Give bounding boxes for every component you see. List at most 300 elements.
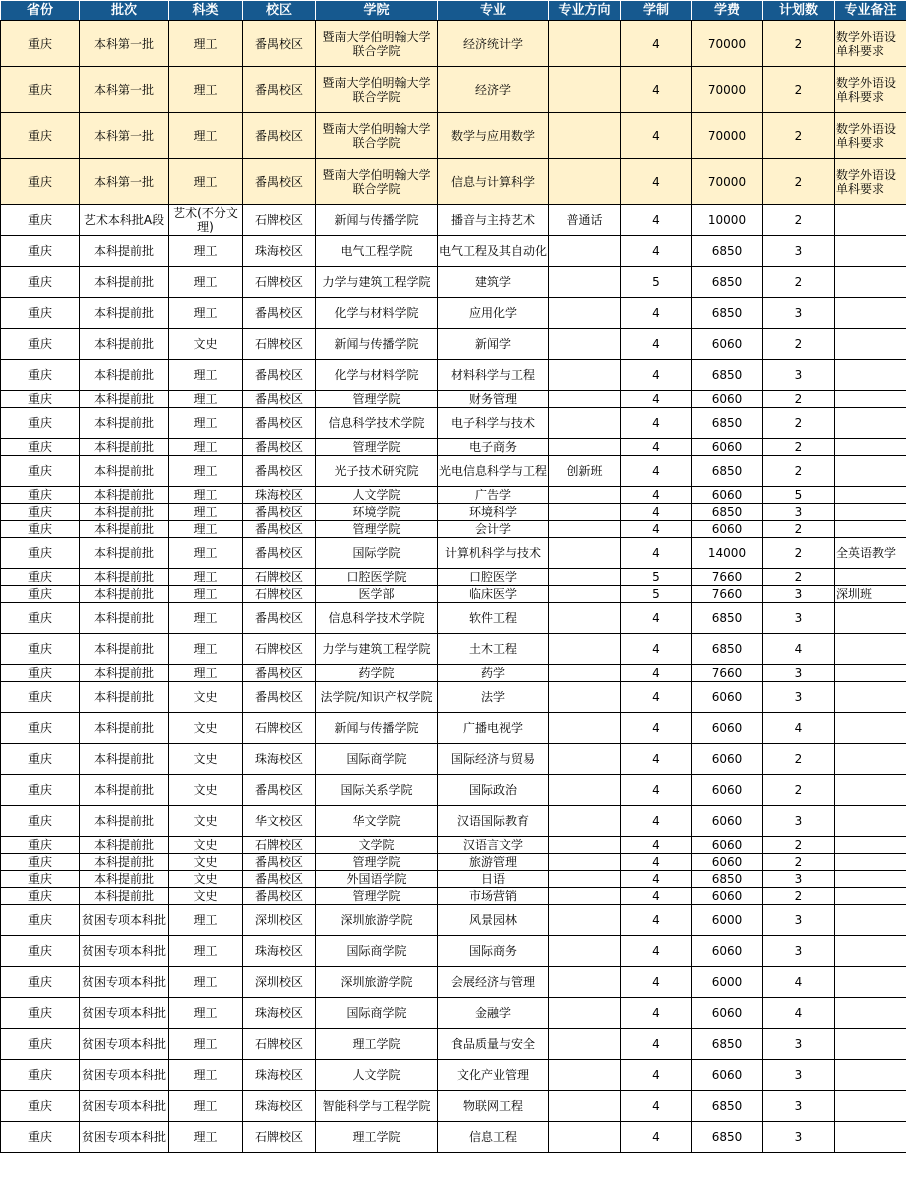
- cell-college: 管理学院: [316, 391, 438, 408]
- col-header-category[interactable]: 科类: [169, 1, 243, 21]
- cell-direction: [549, 487, 621, 504]
- cell-batch: 本科第一批: [80, 67, 169, 113]
- cell-quota: 2: [763, 391, 835, 408]
- table-row[interactable]: [1, 113, 906, 159]
- cell-tuition: 6060: [692, 487, 763, 504]
- col-header-major[interactable]: 专业: [438, 1, 549, 21]
- table-row[interactable]: [1, 905, 906, 936]
- table-row[interactable]: [1, 1060, 906, 1091]
- cell-category: 理工: [169, 1060, 243, 1091]
- cell-batch: 本科提前批: [80, 487, 169, 504]
- table-row[interactable]: [1, 67, 906, 113]
- table-row[interactable]: [1, 391, 906, 408]
- cell-province: 重庆: [1, 775, 80, 806]
- cell-duration: 4: [621, 905, 692, 936]
- cell-quota: 4: [763, 634, 835, 665]
- cell-category: 文史: [169, 682, 243, 713]
- cell-batch: 本科提前批: [80, 871, 169, 888]
- cell-batch: 贫困专项本科批: [80, 1029, 169, 1060]
- table-row[interactable]: [1, 634, 906, 665]
- cell-category: 理工: [169, 603, 243, 634]
- cell-remark: [835, 837, 906, 854]
- cell-quota: 2: [763, 329, 835, 360]
- cell-category: 理工: [169, 439, 243, 456]
- cell-duration: 4: [621, 1091, 692, 1122]
- cell-college: 管理学院: [316, 888, 438, 905]
- cell-campus: 番禺校区: [243, 439, 316, 456]
- cell-remark: 数学外语设单科要求: [835, 159, 906, 205]
- table-row[interactable]: [1, 205, 906, 236]
- table-row[interactable]: [1, 936, 906, 967]
- table-row[interactable]: [1, 837, 906, 854]
- cell-college: 华文学院: [316, 806, 438, 837]
- table-row[interactable]: [1, 603, 906, 634]
- cell-category: 理工: [169, 391, 243, 408]
- cell-remark: [835, 391, 906, 408]
- cell-direction: [549, 1122, 621, 1153]
- cell-tuition: 6060: [692, 998, 763, 1029]
- cell-college: 国际商学院: [316, 998, 438, 1029]
- cell-campus: 珠海校区: [243, 744, 316, 775]
- cell-remark: [835, 871, 906, 888]
- table-row[interactable]: [1, 586, 906, 603]
- cell-major: 材料科学与工程: [438, 360, 549, 391]
- cell-remark: [835, 603, 906, 634]
- cell-province: 重庆: [1, 1029, 80, 1060]
- cell-major: 口腔医学: [438, 569, 549, 586]
- cell-duration: 4: [621, 439, 692, 456]
- cell-major: 临床医学: [438, 586, 549, 603]
- cell-tuition: 6850: [692, 1091, 763, 1122]
- cell-duration: 4: [621, 998, 692, 1029]
- table-row[interactable]: [1, 236, 906, 267]
- cell-quota: 3: [763, 504, 835, 521]
- cell-major: 汉语言文学: [438, 837, 549, 854]
- cell-major: 电子商务: [438, 439, 549, 456]
- cell-duration: 4: [621, 113, 692, 159]
- cell-duration: 5: [621, 569, 692, 586]
- cell-category: 理工: [169, 538, 243, 569]
- cell-college: 医学部: [316, 586, 438, 603]
- cell-province: 重庆: [1, 205, 80, 236]
- cell-duration: 4: [621, 775, 692, 806]
- cell-direction: [549, 113, 621, 159]
- cell-tuition: 6060: [692, 391, 763, 408]
- cell-province: 重庆: [1, 569, 80, 586]
- cell-tuition: 70000: [692, 67, 763, 113]
- cell-batch: 本科提前批: [80, 329, 169, 360]
- cell-college: 理工学院: [316, 1029, 438, 1060]
- col-header-province[interactable]: 省份: [1, 1, 80, 21]
- cell-duration: 4: [621, 391, 692, 408]
- cell-tuition: 6060: [692, 837, 763, 854]
- cell-quota: 3: [763, 871, 835, 888]
- cell-category: 理工: [169, 360, 243, 391]
- cell-college: 深圳旅游学院: [316, 905, 438, 936]
- cell-batch: 本科第一批: [80, 159, 169, 205]
- cell-province: 重庆: [1, 236, 80, 267]
- cell-duration: 4: [621, 603, 692, 634]
- cell-direction: [549, 439, 621, 456]
- cell-college: 力学与建筑工程学院: [316, 267, 438, 298]
- cell-province: 重庆: [1, 1091, 80, 1122]
- table-row[interactable]: [1, 1029, 906, 1060]
- cell-quota: 3: [763, 905, 835, 936]
- cell-duration: 4: [621, 329, 692, 360]
- table-row[interactable]: [1, 806, 906, 837]
- table-row[interactable]: [1, 682, 906, 713]
- cell-tuition: 70000: [692, 21, 763, 67]
- cell-category: 理工: [169, 665, 243, 682]
- cell-province: 重庆: [1, 998, 80, 1029]
- cell-college: 国际关系学院: [316, 775, 438, 806]
- cell-remark: 数学外语设单科要求: [835, 21, 906, 67]
- cell-remark: 深圳班: [835, 586, 906, 603]
- table-row[interactable]: [1, 408, 906, 439]
- cell-remark: [835, 1060, 906, 1091]
- cell-campus: 石牌校区: [243, 1029, 316, 1060]
- cell-direction: [549, 854, 621, 871]
- cell-province: 重庆: [1, 586, 80, 603]
- cell-campus: 番禺校区: [243, 854, 316, 871]
- cell-batch: 本科提前批: [80, 682, 169, 713]
- cell-direction: [549, 21, 621, 67]
- table-row[interactable]: [1, 439, 906, 456]
- cell-quota: 2: [763, 67, 835, 113]
- cell-college: 国际学院: [316, 538, 438, 569]
- cell-tuition: 6060: [692, 521, 763, 538]
- table-row[interactable]: [1, 538, 906, 569]
- table-row[interactable]: [1, 1091, 906, 1122]
- cell-campus: 珠海校区: [243, 1060, 316, 1091]
- cell-major: 计算机科学与技术: [438, 538, 549, 569]
- cell-category: 理工: [169, 113, 243, 159]
- cell-major: 软件工程: [438, 603, 549, 634]
- cell-province: 重庆: [1, 1122, 80, 1153]
- cell-province: 重庆: [1, 806, 80, 837]
- cell-province: 重庆: [1, 456, 80, 487]
- cell-college: 化学与材料学院: [316, 360, 438, 391]
- cell-direction: [549, 634, 621, 665]
- cell-category: 理工: [169, 67, 243, 113]
- cell-college: 人文学院: [316, 1060, 438, 1091]
- cell-category: 理工: [169, 967, 243, 998]
- cell-direction: [549, 888, 621, 905]
- cell-province: 重庆: [1, 67, 80, 113]
- cell-quota: 3: [763, 682, 835, 713]
- table-row[interactable]: [1, 360, 906, 391]
- cell-duration: 4: [621, 634, 692, 665]
- cell-quota: 3: [763, 936, 835, 967]
- cell-category: 文史: [169, 854, 243, 871]
- cell-quota: 2: [763, 888, 835, 905]
- cell-major: 光电信息科学与工程: [438, 456, 549, 487]
- cell-tuition: 6000: [692, 967, 763, 998]
- col-header-quota[interactable]: 计划数: [763, 1, 835, 21]
- cell-province: 重庆: [1, 159, 80, 205]
- cell-batch: 本科提前批: [80, 586, 169, 603]
- cell-direction: [549, 298, 621, 329]
- cell-remark: [835, 1029, 906, 1060]
- cell-major: 财务管理: [438, 391, 549, 408]
- cell-province: 重庆: [1, 936, 80, 967]
- cell-remark: [835, 329, 906, 360]
- table-row[interactable]: [1, 329, 906, 360]
- cell-campus: 石牌校区: [243, 586, 316, 603]
- table-row[interactable]: [1, 744, 906, 775]
- cell-direction: [549, 744, 621, 775]
- cell-direction: 普通话: [549, 205, 621, 236]
- cell-duration: 4: [621, 936, 692, 967]
- cell-campus: 番禺校区: [243, 360, 316, 391]
- cell-province: 重庆: [1, 439, 80, 456]
- cell-quota: 3: [763, 586, 835, 603]
- table-row[interactable]: [1, 504, 906, 521]
- cell-batch: 本科提前批: [80, 837, 169, 854]
- table-row[interactable]: [1, 713, 906, 744]
- cell-quota: 3: [763, 1122, 835, 1153]
- cell-remark: [835, 408, 906, 439]
- cell-college: 外国语学院: [316, 871, 438, 888]
- cell-batch: 艺术本科批A段: [80, 205, 169, 236]
- table-body: [1, 21, 906, 1153]
- cell-direction: [549, 1091, 621, 1122]
- col-header-campus[interactable]: 校区: [243, 1, 316, 21]
- cell-quota: 2: [763, 408, 835, 439]
- cell-duration: 4: [621, 205, 692, 236]
- table-row[interactable]: [1, 267, 906, 298]
- cell-category: 理工: [169, 634, 243, 665]
- cell-major: 土木工程: [438, 634, 549, 665]
- cell-direction: [549, 569, 621, 586]
- table-row[interactable]: [1, 871, 906, 888]
- cell-direction: [549, 159, 621, 205]
- cell-batch: 贫困专项本科批: [80, 936, 169, 967]
- cell-batch: 本科提前批: [80, 391, 169, 408]
- cell-direction: [549, 360, 621, 391]
- cell-direction: [549, 603, 621, 634]
- cell-major: 经济学: [438, 67, 549, 113]
- cell-province: 重庆: [1, 603, 80, 634]
- cell-quota: 3: [763, 603, 835, 634]
- cell-major: 金融学: [438, 998, 549, 1029]
- cell-college: 暨南大学伯明翰大学联合学院: [316, 67, 438, 113]
- cell-tuition: 70000: [692, 159, 763, 205]
- cell-category: 理工: [169, 298, 243, 329]
- cell-quota: 4: [763, 998, 835, 1029]
- cell-college: 管理学院: [316, 521, 438, 538]
- cell-duration: 4: [621, 159, 692, 205]
- cell-quota: 3: [763, 236, 835, 267]
- cell-batch: 本科提前批: [80, 267, 169, 298]
- cell-batch: 本科提前批: [80, 538, 169, 569]
- cell-batch: 贫困专项本科批: [80, 1122, 169, 1153]
- cell-remark: [835, 236, 906, 267]
- cell-direction: [549, 391, 621, 408]
- cell-college: 新闻与传播学院: [316, 205, 438, 236]
- cell-remark: [835, 634, 906, 665]
- cell-major: 电气工程及其自动化: [438, 236, 549, 267]
- table-row[interactable]: [1, 521, 906, 538]
- cell-category: 理工: [169, 936, 243, 967]
- col-header-college[interactable]: 学院: [316, 1, 438, 21]
- cell-tuition: 6060: [692, 439, 763, 456]
- table-row[interactable]: [1, 21, 906, 67]
- table-row[interactable]: [1, 159, 906, 205]
- cell-remark: [835, 521, 906, 538]
- cell-duration: 4: [621, 1029, 692, 1060]
- cell-campus: 番禺校区: [243, 391, 316, 408]
- cell-province: 重庆: [1, 504, 80, 521]
- cell-batch: 本科提前批: [80, 634, 169, 665]
- cell-tuition: 6850: [692, 871, 763, 888]
- cell-campus: 番禺校区: [243, 521, 316, 538]
- cell-college: 暨南大学伯明翰大学联合学院: [316, 113, 438, 159]
- table-row[interactable]: [1, 854, 906, 871]
- table-row[interactable]: [1, 665, 906, 682]
- cell-campus: 石牌校区: [243, 1122, 316, 1153]
- table-row[interactable]: [1, 1122, 906, 1153]
- cell-duration: 4: [621, 837, 692, 854]
- cell-duration: 4: [621, 538, 692, 569]
- cell-direction: [549, 236, 621, 267]
- cell-quota: 3: [763, 806, 835, 837]
- cell-province: 重庆: [1, 1060, 80, 1091]
- cell-category: 理工: [169, 569, 243, 586]
- cell-quota: 2: [763, 775, 835, 806]
- cell-batch: 本科提前批: [80, 806, 169, 837]
- cell-province: 重庆: [1, 21, 80, 67]
- cell-category: 理工: [169, 586, 243, 603]
- cell-remark: [835, 267, 906, 298]
- cell-tuition: 6850: [692, 603, 763, 634]
- cell-college: 管理学院: [316, 854, 438, 871]
- cell-tuition: 6060: [692, 329, 763, 360]
- cell-duration: 4: [621, 682, 692, 713]
- cell-duration: 4: [621, 713, 692, 744]
- cell-batch: 贫困专项本科批: [80, 1091, 169, 1122]
- cell-college: 智能科学与工程学院: [316, 1091, 438, 1122]
- cell-college: 光子技术研究院: [316, 456, 438, 487]
- cell-remark: [835, 569, 906, 586]
- cell-duration: 4: [621, 1122, 692, 1153]
- cell-quota: 4: [763, 713, 835, 744]
- cell-tuition: 14000: [692, 538, 763, 569]
- cell-campus: 华文校区: [243, 806, 316, 837]
- cell-remark: [835, 439, 906, 456]
- cell-major: 信息工程: [438, 1122, 549, 1153]
- cell-tuition: 70000: [692, 113, 763, 159]
- cell-tuition: 6060: [692, 682, 763, 713]
- cell-remark: [835, 298, 906, 329]
- cell-category: 理工: [169, 998, 243, 1029]
- cell-campus: 番禺校区: [243, 603, 316, 634]
- cell-province: 重庆: [1, 391, 80, 408]
- cell-tuition: 7660: [692, 665, 763, 682]
- col-header-tuition[interactable]: 学费: [692, 1, 763, 21]
- cell-quota: 2: [763, 267, 835, 298]
- cell-college: 信息科学技术学院: [316, 408, 438, 439]
- cell-category: 理工: [169, 408, 243, 439]
- cell-campus: 番禺校区: [243, 113, 316, 159]
- cell-major: 旅游管理: [438, 854, 549, 871]
- cell-duration: 4: [621, 744, 692, 775]
- cell-direction: 创新班: [549, 456, 621, 487]
- cell-remark: 数学外语设单科要求: [835, 67, 906, 113]
- cell-province: 重庆: [1, 298, 80, 329]
- cell-quota: 3: [763, 1060, 835, 1091]
- col-header-direction[interactable]: 专业方向: [549, 1, 621, 21]
- cell-remark: [835, 905, 906, 936]
- cell-direction: [549, 713, 621, 744]
- cell-campus: 番禺校区: [243, 775, 316, 806]
- col-header-batch[interactable]: 批次: [80, 1, 169, 21]
- table-row[interactable]: [1, 998, 906, 1029]
- cell-campus: 珠海校区: [243, 236, 316, 267]
- header-row: [1, 1, 906, 21]
- cell-direction: [549, 682, 621, 713]
- col-header-remark[interactable]: 专业备注: [835, 1, 906, 21]
- cell-batch: 本科提前批: [80, 854, 169, 871]
- cell-province: 重庆: [1, 682, 80, 713]
- cell-duration: 5: [621, 267, 692, 298]
- table-row[interactable]: [1, 775, 906, 806]
- cell-direction: [549, 67, 621, 113]
- cell-batch: 本科第一批: [80, 113, 169, 159]
- table-row[interactable]: [1, 967, 906, 998]
- cell-remark: [835, 682, 906, 713]
- cell-duration: 4: [621, 408, 692, 439]
- cell-campus: 珠海校区: [243, 487, 316, 504]
- cell-college: 环境学院: [316, 504, 438, 521]
- table-row[interactable]: [1, 569, 906, 586]
- cell-tuition: 6850: [692, 634, 763, 665]
- cell-tuition: 6060: [692, 713, 763, 744]
- cell-campus: 石牌校区: [243, 205, 316, 236]
- table-row[interactable]: [1, 298, 906, 329]
- cell-direction: [549, 267, 621, 298]
- table-row[interactable]: [1, 456, 906, 487]
- cell-tuition: 6060: [692, 936, 763, 967]
- col-header-duration[interactable]: 学制: [621, 1, 692, 21]
- cell-campus: 番禺校区: [243, 67, 316, 113]
- cell-remark: [835, 967, 906, 998]
- table-row[interactable]: [1, 487, 906, 504]
- cell-direction: [549, 521, 621, 538]
- cell-batch: 贫困专项本科批: [80, 967, 169, 998]
- cell-college: 文学院: [316, 837, 438, 854]
- cell-major: 食品质量与安全: [438, 1029, 549, 1060]
- cell-province: 重庆: [1, 905, 80, 936]
- cell-tuition: 10000: [692, 205, 763, 236]
- cell-campus: 番禺校区: [243, 682, 316, 713]
- cell-province: 重庆: [1, 634, 80, 665]
- cell-quota: 2: [763, 21, 835, 67]
- cell-province: 重庆: [1, 871, 80, 888]
- cell-campus: 番禺校区: [243, 298, 316, 329]
- table-row[interactable]: [1, 888, 906, 905]
- cell-direction: [549, 1029, 621, 1060]
- cell-college: 信息科学技术学院: [316, 603, 438, 634]
- cell-province: 重庆: [1, 360, 80, 391]
- cell-college: 国际商学院: [316, 936, 438, 967]
- cell-college: 暨南大学伯明翰大学联合学院: [316, 21, 438, 67]
- cell-tuition: 6850: [692, 236, 763, 267]
- cell-campus: 番禺校区: [243, 21, 316, 67]
- cell-college: 口腔医学院: [316, 569, 438, 586]
- cell-direction: [549, 871, 621, 888]
- cell-campus: 石牌校区: [243, 634, 316, 665]
